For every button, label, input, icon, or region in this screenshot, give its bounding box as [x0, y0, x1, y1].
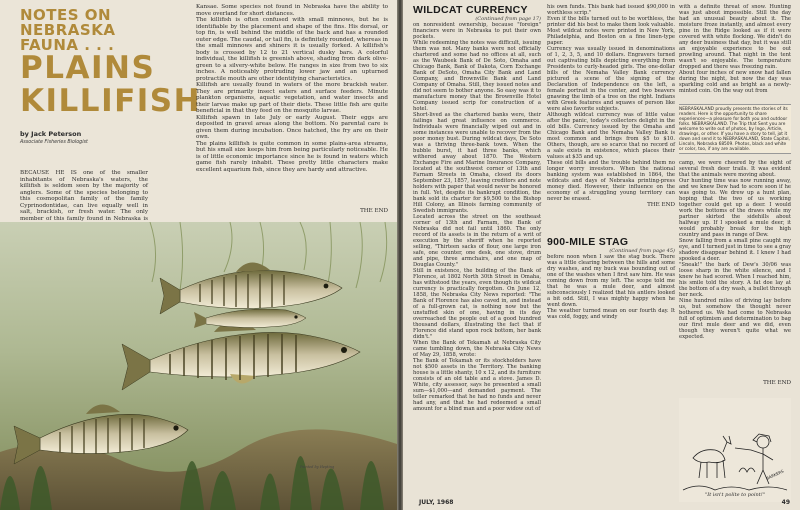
wildcat-title: WILDCAT CURRENCY [413, 4, 528, 16]
cartoon-signature: BARKERS [765, 468, 785, 481]
reader-story-box: NEBRASKALAND proudly presents the stories of its readers. Here is the opportunity to share experiences—a pleasure for both you and outdoor folks. NEBRASKALAND. The Trip that Sent you are welcome to write out of photos, by Ingo, Article, drawings, or other. If you have a story to tell, jot it down and send it to NEBRASKALAND, State Capitol, Lincoln, Nebraska 68509. Photos, black and white or color, too, if any are available. [679, 104, 791, 154]
byline-role: Associate Fisheries Biologist [20, 140, 88, 145]
stag-the-end: THE END [763, 380, 791, 386]
wildcat-the-end: THE END [647, 202, 675, 208]
killifish-painting [0, 222, 397, 510]
article-title: PLAINS KILLIFISH [20, 50, 202, 119]
left-the-end: THE END [360, 208, 388, 214]
wildcat-body-col1: on nonresident ownership, because "foreign" financiers were in Nebraska to put their own pockets. While redeeming the notes was difficult, issuing them was not. Many banks were not officially chartered and some had no offices at all, such as the Waubeek Bank of De Soto, Omaha and Chicago Bank, Bank of Dakota, Corn Exchange Bank of DeSoto, Omaha City Bank and Land Company, and Brownville Bank and Land Company of Omaha. Still, they issued notes and did not seem to bother anyone. So easy was it to manufacture money that the Brownville Hotel Company issued scrip for construction of a hotel. Short-lived as the chartered banks were, their failings had great influence on commerce. Individuals were financially wiped out and in some instances were unable to recover from the poor money bust. During wildcat days, De Soto was a thriving three-bank town. When the bubble burst, it had three banks, which withered away about 1870. The Western Exchange Fire and Marine Insurance Company, located at the southwest corner of 13th and Farnam Streets in Omaha, closed its doors September 23, 1857, leaving creditors and note holders with paper that would never be honored in full. Yet, despite its bankrupt condition, the bank sold its charter for $9,500 to the Bishop Hill Colony, an Illinois farming community of Swedish immigrants. Located across the street on the southeast corner of 13th and Farnam, the Bank of Nebraska did not fail until 1860. The only record of its assets is in the return of a writ of execution by the sheriff when he reported selling, "Thirteen sacks of flour, one large iron safe, one counter, one desk, one stove, drum and pipe, three armchairs, and one map of Douglas County." Still in existence, the building of the Bank of Florence, at 1802 North 30th Street in Omaha, has withstood the years, even though its wildcat currency is practically forgotten. On June 12, 1858, the Nebraska City News reported: "The Bank of Florence has also caved in, and instead of a full-grown cat, is nothing now but the unstuffed skin of one, having in its day overreached the people out of a good hundred thousand dollars, illustrating the fact that if Florence did stand upon rock bottom, her bank didn't." When the Bank of Tekamah at Nebraska City came tumbling down, the Nebraska City News of May 29, 1858, wrote: The Bank of Tekamah or its stockholders have not $500 assets in the Territory. The banking house is a little shanty, 10 x 12, and its furniture consists of an old table and a stove. James D. White, city assessor, says he presented a small sum—$1,000—and demanded payment. The teller remarked that he had no funds and never had any, and that he had redeemed a small amount for a blind man and a poor widow out of [413, 22, 541, 412]
stag-continued: (Continued from page 45) [609, 248, 675, 254]
stag-body-col3-mid: camp, we were cheered by the sight of several fresh deer trails. It was evident that the animals were moving about. Our hunting time was now running away, and we knew Dew had to score soon if he was going to. We drew up a hunt plan, hoping that the two of us working together could get up a deer. I would work the bottoms of the draws while my partner skirted the sidehills about halfway up. If I spooked a mule deer, it would probably break for the high country and pass in range of Dew. Snow falling from a small pine caught my eye, and I turned just in time to see a gray shadow disappear behind it. I knew I had spooked a deer. "Sneak!" the bark of Dew's 30/06 was loose sharp in the white silence, and I knew he had scored. When I reached him, his smile told the story. A fat doe lay at the bottom of a dry wash, a bullet through her neck. Nine hundred miles of driving lay before us, but somehow the thought never bothered us. We had come to Nebraska full of optimism and determination to bag our first mule deer and we did, even though they weren't quite what we expected. [679, 160, 792, 340]
byline-author: by Jack Peterson [20, 130, 82, 138]
cartoon-caption: "It isn't polite to point!" [704, 492, 766, 498]
left-page [0, 0, 397, 510]
wildcat-continued: (Continued from page 17) [475, 16, 541, 22]
page-number: 49 [781, 499, 790, 506]
stag-body-col3-top: with a definite threat of snow. Hunting was just about impossible. Still the day had an unusual beauty about it. The moisture froze instantly, and almost every pine in the Ridge looked as if it were covered with white flocking. We didn't do any deer business that day, but it was still an enjoyable experience to be out prowling around. That night in the tent wasn't so enjoyable. The temperature dropped and there was freezing rain. About four inches of new snow had fallen during the night, but now the day was sparkling cold and as bright as a newly-minted coin. On the way out from [679, 4, 791, 94]
plate-credit: Painted by Hepting [300, 465, 335, 469]
stag-column [547, 236, 675, 320]
wildcat-column-2 [547, 4, 675, 209]
kicker-title: NOTES ON NEBRASKA FAUNA . . . [20, 6, 116, 54]
right-page [403, 0, 800, 510]
wildcat-body-col2: his own funds. This bank had issued $90,000 in worthless scrip." Even if the bills turned out to be worthless, the printer did his best to make them look valuable. Most wildcat notes were printed in New York, Philadelphia, and Boston on a fine linen-type paper. Currency was usually issued in denominations of 1, 2, 3, 5, and 10 dollars. Engravers turned out captivating bills depicting everything from Presidents to curly-headed girls. The one-dollar bills of the Nemaha Valley Bank currency pictured a scene of the signing of the Declaration of Independence on the left, a female portrait in the center, and two beavers gnawing the limb of a tree on the right. Indians with Greek features and squaws of person like were also favorite subjects. Although wildcat currency was of little value after the panic, today's collectors delight in the old bills. Currency issued by the Omaha and Chicago Bank and the Nemaha Valley Bank is most common and brings from $5 to $10. Others, though, are so scarce that no record of a sale exists in existence, which places their values at $35 and up. These old bills and the trouble behind them no longer worry investors. When the national banking system was established in 1864, the wildcats and days of Nebraska printing-press money died. However, their influence on the economy of a struggling young territory can never be erased. [547, 4, 675, 202]
wildcat-column [413, 4, 541, 412]
stag-body-col2: before noon when I saw the stag buck. There was a little clearing between the hills and some dry washes, and my buck was bounding out of one of the washes when I first saw him. He was coming down from my left. The scope told me that he was a mule deer, and almost subconsciously I realized that his antlers looked a bit odd. Still, I was mighty happy when he went down. The weather turned mean on our fourth day. It was cold, foggy, and windy [547, 254, 675, 320]
left-body-col1: BECAUSE HE IS one of the smaller inhabitants of Nebraska's waters, the killifish is seldom seen by the majority of anglers. Some of the species belonging to this cosmopolitan family of the family Cyprinodontidae, can live equally well in salt, brackish, or fresh water. The only member of this family found in Nebraska is [20, 170, 148, 222]
left-body-col2: Kansae. Some species not found in Nebraska have the ability to move overland for short distances. The killifish is often confused with small minnows, but he is identifiable by the placement and shape of the fins. His dorsal, or top fin, is well behind the middle of the back and has a rounded outer edge. The caudal, or tail fin, is definitely rounded, whereas in the small minnows and shiners it is usually forked. A killifish's body is crossed by 12 to 21 vertical dusky bars. A colorful individual, the killifish is greenish above, shading from dark olive-green to a silvery-white below. He ranges in size from two to six inches. A noticeably protruding lower jaw and an upturned protractile mouth are other identifying characteristics. Killifish are usually found in waters of the more brackish water. They are primarily insect eaters and surface feeders. Minute plankton organisms, aquatic vegetation, and water insects and their larvae make up part of their diets. These little fish are quite beneficial in that they feed on the mosquito larvae. Killifish spawn in late July or early August. Their eggs are deposited in gravel areas along the bottom. No parental care is given them during incubation. Once hatched, the fry are on their own. The plains killifish is quite common in some plains-area streams, but his small size keeps him from being particularly noticeable. He is of little economic importance since he is found in waters which game fish rarely inhabit. These pretty little characters make excellent aquarium fish, since they are hardy and attractive. [196, 4, 388, 173]
footer-date: JULY, 1968 [419, 499, 454, 506]
cartoon-illustration [679, 398, 791, 502]
stag-title: 900-MILE STAG [547, 236, 629, 248]
